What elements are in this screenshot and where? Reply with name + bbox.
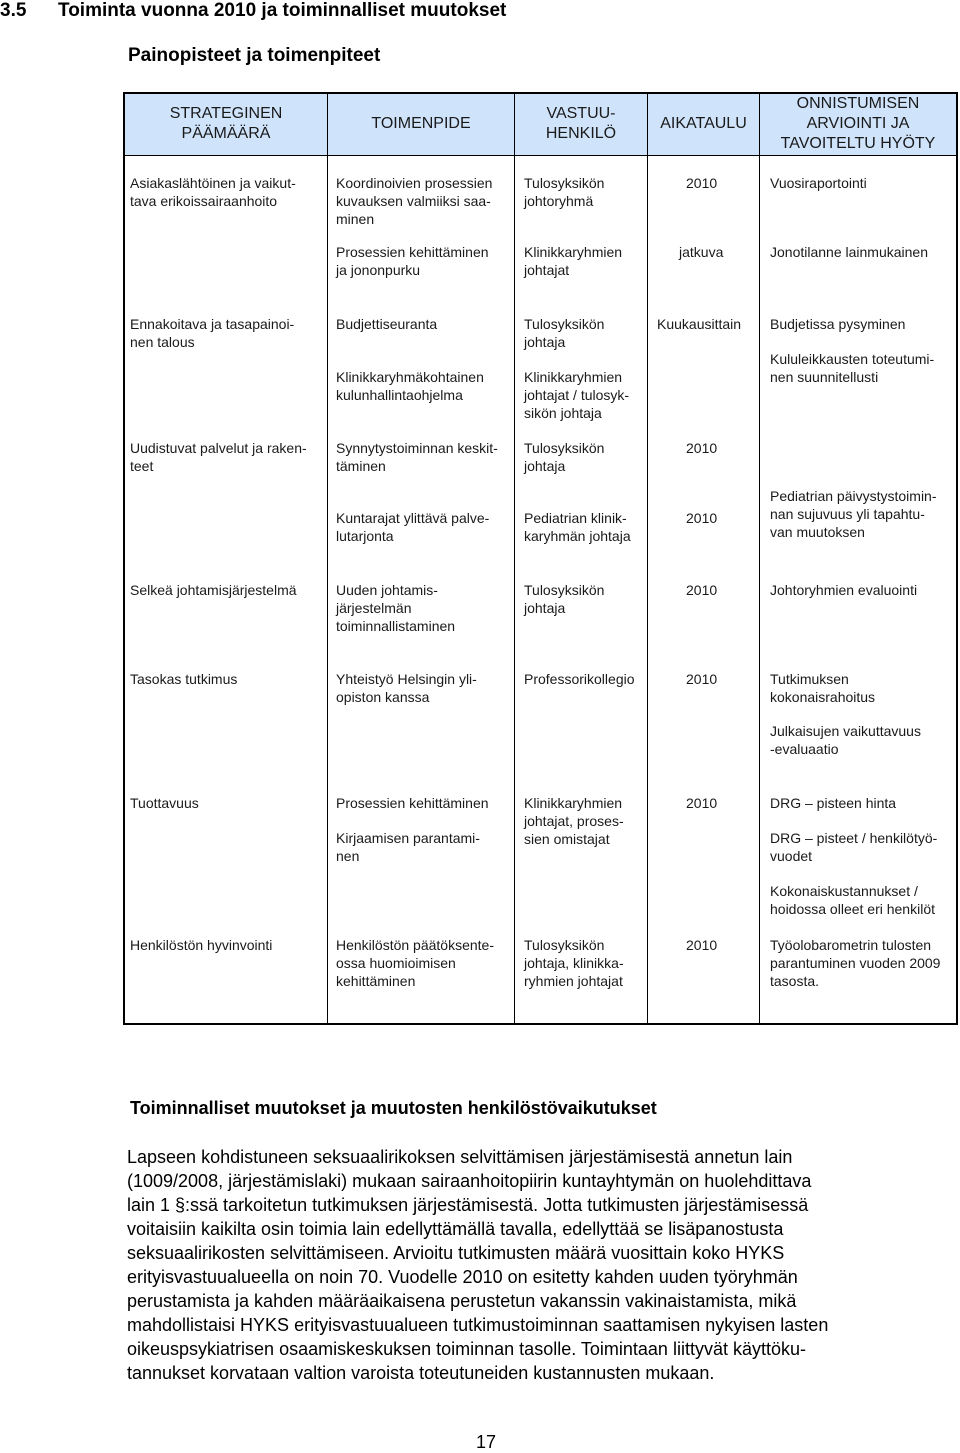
row2-responsible-a: Tulosyksikön johtaja (524, 316, 605, 350)
row2-responsible-b: Klinikkaryhmien johtajat / tulosyk- sikön johtaja (524, 369, 630, 421)
row2-evaluation-a: Budjetissa pysyminen (770, 316, 906, 332)
body-paragraph: Lapseen kohdistuneen seksuaalirikoksen selvittämisen järjestämisestä annetun lain (1009/2008, järjestämislaki) mukaan sairaanhoitopiirin kuntayhtymän on huolehdittava lain 1 §:ssä tarkoitetun tutkimuksen järjestämisestä. Jotta tutkimusten järjestämisessä voitaisiin kaikilta osin toimia lain edellyttämällä tavalla, edellyttää se lisäpanostusta seksuaalirikosten selvittämiseen. Arvioitu tutkimusten määrä vuosittain koko HYKS erityisvastuualueella on noin 70. Vuodelle 2010 on esitetty kahden uuden työryhmän perustamista ja kahden määräaikaisena perustetun vakanssin vakinaistamista, mikä mahdollistaisi HYKS erityisvastuualueen tutkimustoiminnan saattamisen nykyisen lasten oikeuspsykiatrisen osaamiskeskuksen toiminnan tasolle. Toimintaan liittyvät käyttöku- tannukset korvataan valtion varoista toteutuneiden kustannusten mukaan. (127, 1147, 829, 1383)
row5-responsible-a: Professorikollegio (524, 671, 635, 687)
row5-action-a: Yhteistyö Helsingin yli- opiston kanssa (336, 671, 477, 705)
row6-responsible-a: Klinikkaryhmien johtajat, proses- sien omistajat (524, 795, 624, 847)
row3-responsible-a: Tulosyksikön johtaja (524, 440, 605, 474)
row2-strategy: Ennakoitava ja tasapainoi- nen talous (130, 316, 295, 350)
row1-responsible-a: Tulosyksikön johtoryhmä (524, 175, 605, 209)
row6-action-b: Kirjaamisen parantami- nen (336, 830, 480, 864)
row2-action-b: Klinikkaryhmäkohtainen kulunhallintaohjelma (336, 369, 484, 403)
header-action: TOIMENPIDE (371, 115, 471, 132)
row5-evaluation-a: Tutkimuksen kokonaisrahoitus (770, 671, 876, 705)
row7-evaluation-a: Työolobarometrin tulosten parantuminen vuoden 2009 tasosta. (770, 937, 941, 989)
row3-responsible-b: Pediatrian klinik- karyhmän johtaja (524, 510, 631, 544)
row3-schedule-b: 2010 (686, 510, 718, 526)
row3-schedule-a: 2010 (686, 440, 718, 456)
row3-strategy: Uudistuvat palvelut ja raken- teet (130, 440, 307, 474)
subtitle: Painopisteet ja toimenpiteet (128, 45, 381, 66)
row2-action-a: Budjettiseuranta (336, 316, 438, 332)
header-responsible: VASTUU- HENKILÖ (545, 105, 617, 142)
row2-schedule-a: Kuukausittain (657, 316, 742, 332)
header-evaluation: ONNISTUMISEN ARVIOINTI JA TAVOITELTU HYÖTY (780, 95, 936, 152)
row6-strategy: Tuottavuus (130, 795, 199, 811)
row4-action-a: Uuden johtamis- järjestelmän toiminnallistaminen (336, 582, 456, 634)
section2-title: Toiminnalliset muutokset ja muutosten henkilöstövaikutukset (130, 1098, 657, 1118)
row1-schedule-a: 2010 (686, 175, 718, 191)
row1-evaluation-b: Jonotilanne lainmukainen (770, 244, 928, 260)
row4-evaluation-a: Johtoryhmien evaluointi (770, 582, 918, 598)
row7-responsible-a: Tulosyksikön johtaja, klinikka- ryhmien johtajat (524, 937, 624, 989)
row7-strategy: Henkilöstön hyvinvointi (130, 937, 273, 953)
row3-action-b: Kuntarajat ylittävä palve- lutarjonta (336, 510, 490, 544)
row6-evaluation-c: Kokonaiskustannukset / hoidossa olleet eri henkilöt (770, 883, 935, 917)
row6-action-a: Prosessien kehittäminen (336, 795, 489, 811)
row1-strategy: Asiakaslähtöinen ja vaikut- tava erikoissairaanhoito (130, 175, 296, 209)
row2-evaluation-b: Kululeikkausten toteutumi- nen suunnitellusti (770, 351, 935, 385)
header-strategy: STRATEGINEN PÄÄMÄÄRÄ (169, 105, 283, 142)
row5-schedule-a: 2010 (686, 671, 718, 687)
section-number: 3.5 (0, 0, 27, 21)
header-schedule: AIKATAULU (660, 115, 747, 132)
row1-action-a: Koordinoivien prosessien kuvauksen valmiiksi saa- minen (336, 175, 493, 227)
row3-evaluation-b: Pediatrian päivystystoimin- nan sujuvuus yli tapahtu- van muutoksen (770, 488, 937, 540)
row4-strategy: Selkeä johtamisjärjestelmä (130, 582, 297, 598)
row4-schedule-a: 2010 (686, 582, 718, 598)
section-heading (0, 0, 506, 22)
row1-responsible-b: Klinikkaryhmien johtajat (524, 244, 623, 278)
row5-strategy: Tasokas tutkimus (130, 671, 238, 687)
page-number: 17 (476, 1432, 497, 1452)
row7-action-a: Henkilöstön päätöksente- ossa huomioimisen kehittäminen (336, 937, 494, 989)
row6-evaluation-a: DRG – pisteen hinta (770, 795, 897, 811)
row7-schedule-a: 2010 (686, 937, 718, 953)
row4-responsible-a: Tulosyksikön johtaja (524, 582, 605, 616)
row1-action-b: Prosessien kehittäminen ja jononpurku (336, 244, 489, 278)
row6-evaluation-b: DRG – pisteet / henkilötyö- vuodet (770, 830, 938, 864)
row6-schedule-a: 2010 (686, 795, 718, 811)
row1-schedule-b: jatkuva (679, 244, 724, 260)
row3-action-a: Synnytystoiminnan keskit- täminen (336, 440, 498, 474)
row5-evaluation-b: Julkaisujen vaikuttavuus -evaluaatio (770, 723, 921, 757)
row1-evaluation-a: Vuosiraportointi (770, 175, 867, 191)
section-title: Toiminta vuonna 2010 ja toiminnalliset muutokset (58, 0, 507, 21)
